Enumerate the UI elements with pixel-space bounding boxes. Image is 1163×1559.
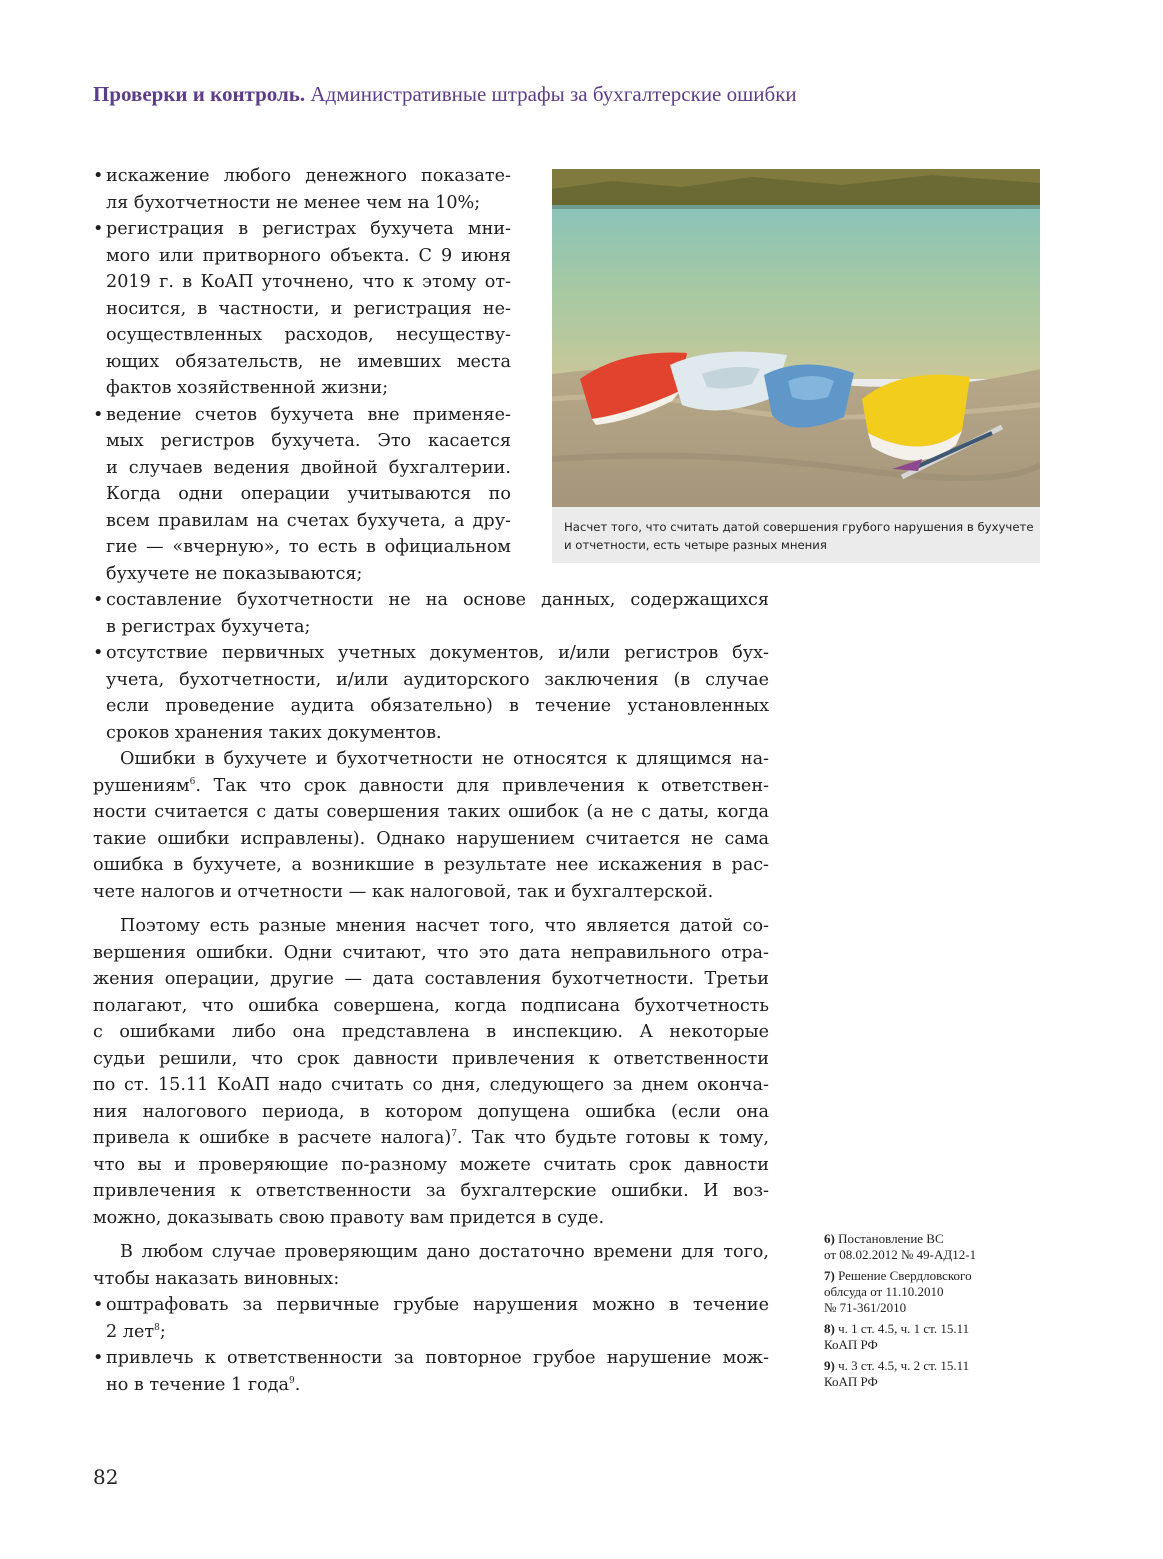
paragraph-line: В любом случае проверяющим дано достаточно времени для того,: [120, 1242, 769, 1262]
text-line: ля бухотчетности не менее чем на 10%;: [106, 192, 481, 213]
text-line: учета, бухотчетности, и/или аудиторского заключения (в случае: [106, 669, 769, 690]
list-item: • искажение любого денежного показате-: [93, 166, 511, 186]
footnote-ref: 6: [189, 776, 196, 787]
text-line: если проведение аудита обязательно) в течение установленных: [106, 696, 769, 716]
text-line: полагают, что ошибка совершена, когда подписана бухотчетность: [93, 995, 769, 1016]
text-line: в регистрах бухучета;: [106, 616, 311, 637]
text-line: всем правилам на счетах бухучета, а дру-: [106, 510, 511, 531]
text-line: фактов хозяйственной жизни;: [106, 378, 389, 398]
photo-caption: Насчет того, что считать датой совершения грубого нарушения в бухучете и отчетности, есть четыре разных мнения: [564, 520, 1034, 552]
text-line: бухучете не показываются;: [106, 563, 363, 584]
text-line: 2019 г. в КоАП уточнено, что к этому от-: [106, 272, 511, 292]
text-line: ющих обязательств, не имевших места: [106, 351, 511, 372]
text-line: привела к ошибке в расчете налога)$^7$. Так что будьте готовы к тому,: [93, 1128, 769, 1148]
text-line: осуществленных расходов, несуществу-: [106, 325, 511, 345]
list-item: • ведение счетов бухучета вне применяе-: [93, 404, 511, 425]
footnote-ref: 8: [154, 1322, 160, 1333]
text-line: чтобы наказать виновных:: [93, 1268, 340, 1289]
text-line: с ошибками либо она представлена в инспекцию. А некоторые: [93, 1022, 769, 1042]
text-line: мого или притворного объекта. С 9 июня: [106, 245, 511, 266]
footnote-9: 9) ч. 3 ст. 4.5, ч. 2 ст. 15.11 КоАП РФ: [824, 1358, 970, 1389]
footnote-8: 8) ч. 1 ст. 4.5, ч. 1 ст. 15.11 КоАП РФ: [824, 1321, 970, 1352]
text-line: ошибка в бухучете, а возникшие в результате нее искажения в рас-: [93, 855, 769, 875]
text-line: и случаев ведения двойной бухгалтерии.: [106, 457, 511, 478]
main-text: [93, 163, 769, 1398]
text-line: 2 лет$^8$;: [106, 1321, 166, 1342]
text-line: такие ошибки исправлены). Однако нарушением считается не сама: [93, 828, 769, 849]
list-item: • привлечь к ответственности за повторное грубое нарушение мож-: [93, 1348, 769, 1368]
text-line: но в течение 1 года$^9$.: [106, 1374, 301, 1395]
footnote-6: 6) Постановление ВС от 08.02.2012 № 49-АД12-1: [824, 1231, 977, 1262]
text-line: жения операции, другие — дата составления бухотчетности. Третьи: [93, 969, 769, 989]
text-line: мых регистров бухучета. Это касается: [106, 431, 511, 451]
header-section: Проверки и контроль.: [93, 82, 306, 106]
paragraph-line: Поэтому есть разные мнения насчет того, что является датой со-: [120, 916, 769, 936]
text-line: гие — «вчерную», то есть в официальном: [106, 537, 511, 557]
text-line: ности считается с даты совершения таких ошибок (а не с даты, когда: [93, 802, 769, 822]
text-line: можно, доказывать свою правоту вам придется в суде.: [93, 1207, 605, 1228]
list-item: • регистрация в регистрах бухучета мни-: [93, 219, 511, 239]
footnote-7: 7) Решение Свердловского облсуда от 11.10.2010 № 71-361/2010: [824, 1268, 972, 1315]
text-line: судьи решили, что срок давности привлечения к ответственности: [93, 1048, 769, 1069]
text-line: по ст. 15.11 КоАП надо считать со дня, следующего за днем оконча-: [93, 1075, 769, 1095]
narrow-column: [93, 163, 511, 587]
text-line: вершения ошибки. Одни считают, что это дата неправильного отра-: [93, 942, 769, 963]
list-item: • оштрафовать за первичные грубые нарушения можно в течение: [93, 1295, 769, 1315]
paragraph-line: Ошибки в бухучете и бухотчетности не относятся к длящимся на-: [120, 749, 769, 769]
text-line: ния налогового периода, в котором допущена ошибка (если она: [93, 1101, 769, 1122]
text-line: привлечения к ответственности за бухгалтерские ошибки. И воз-: [93, 1181, 769, 1201]
list-item: • составление бухотчетности не на основе данных, содержащихся: [93, 590, 769, 610]
running-header: [93, 82, 1093, 107]
header-title: Административные штрафы за бухгалтерские ошибки: [310, 82, 797, 106]
footnotes: [824, 1231, 1034, 1395]
wide-column: [93, 587, 769, 1398]
text-line: носится, в частности, и регистрация не-: [106, 298, 511, 319]
footnote-ref: 9: [288, 1375, 295, 1386]
text-line: чете налогов и отчетности — как налоговой, так и бухгалтерской.: [93, 881, 714, 902]
text-line: рушениям$^6$. Так что срок давности для привлечения к ответствен-: [93, 775, 769, 796]
list-item: • отсутствие первичных учетных документов, и/или регистров бух-: [93, 643, 769, 663]
footnote-ref: 7: [451, 1129, 457, 1140]
text-line: что вы и проверяющие по-разному можете считать срок давности: [93, 1154, 769, 1175]
page-number: 82: [93, 1465, 119, 1489]
text-line: сроков хранения таких документов.: [106, 722, 442, 743]
text-line: Когда одни операции учитываются по: [106, 484, 511, 504]
